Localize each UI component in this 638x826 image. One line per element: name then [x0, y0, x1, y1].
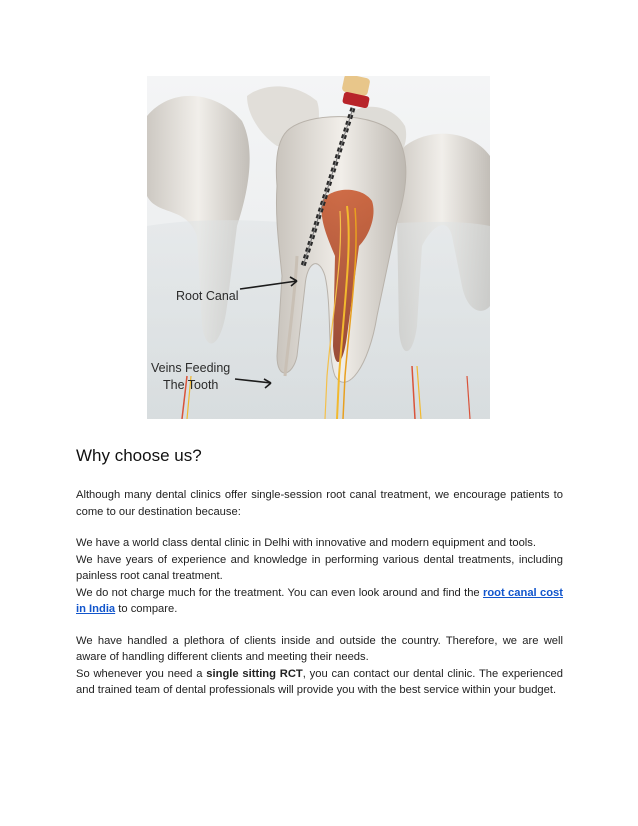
veins-label-line1: Veins Feeding — [151, 361, 231, 375]
veins-label-line2: The Tooth — [163, 378, 219, 392]
section-body — [76, 487, 563, 699]
single-sitting-rct: single sitting RCT — [206, 667, 303, 680]
clients-paragraph: We have handled a plethora of clients inside and outside the country. Therefore, we are well aware of handling different clients and meeting their needs. — [76, 634, 563, 663]
root-canal-label: Root Canal — [176, 289, 239, 303]
root-canal-illustration — [147, 76, 490, 419]
intro-paragraph: Although many dental clinics offer single-session root canal treatment, we encourage patients to come to our destination because: — [76, 489, 563, 518]
contact-text-start: So whenever you need a — [76, 667, 207, 680]
point-world-class-clinic: We have a world class dental clinic in Delhi with innovative and modern equipment and tools. — [76, 537, 536, 549]
section-heading: Why choose us? — [76, 446, 202, 465]
tooth-diagram — [147, 76, 490, 419]
contact-paragraph — [76, 666, 563, 699]
root-canal-cost-link[interactable]: root canal cost in India — [76, 586, 564, 615]
point-pricing-suffix: to compare. — [115, 603, 178, 615]
contact-text-end: , you can contact our dental clinic. The experienced and trained team of dental professionals will provide you with the best service within your budget. — [76, 667, 563, 696]
point-pricing-text: We do not charge much for the treatment. You can even look around and find the — [76, 586, 483, 599]
point-experience: We have years of experience and knowledge in performing various dental treatments, including painless root canal treatment. — [76, 553, 563, 582]
point-pricing — [76, 585, 563, 618]
